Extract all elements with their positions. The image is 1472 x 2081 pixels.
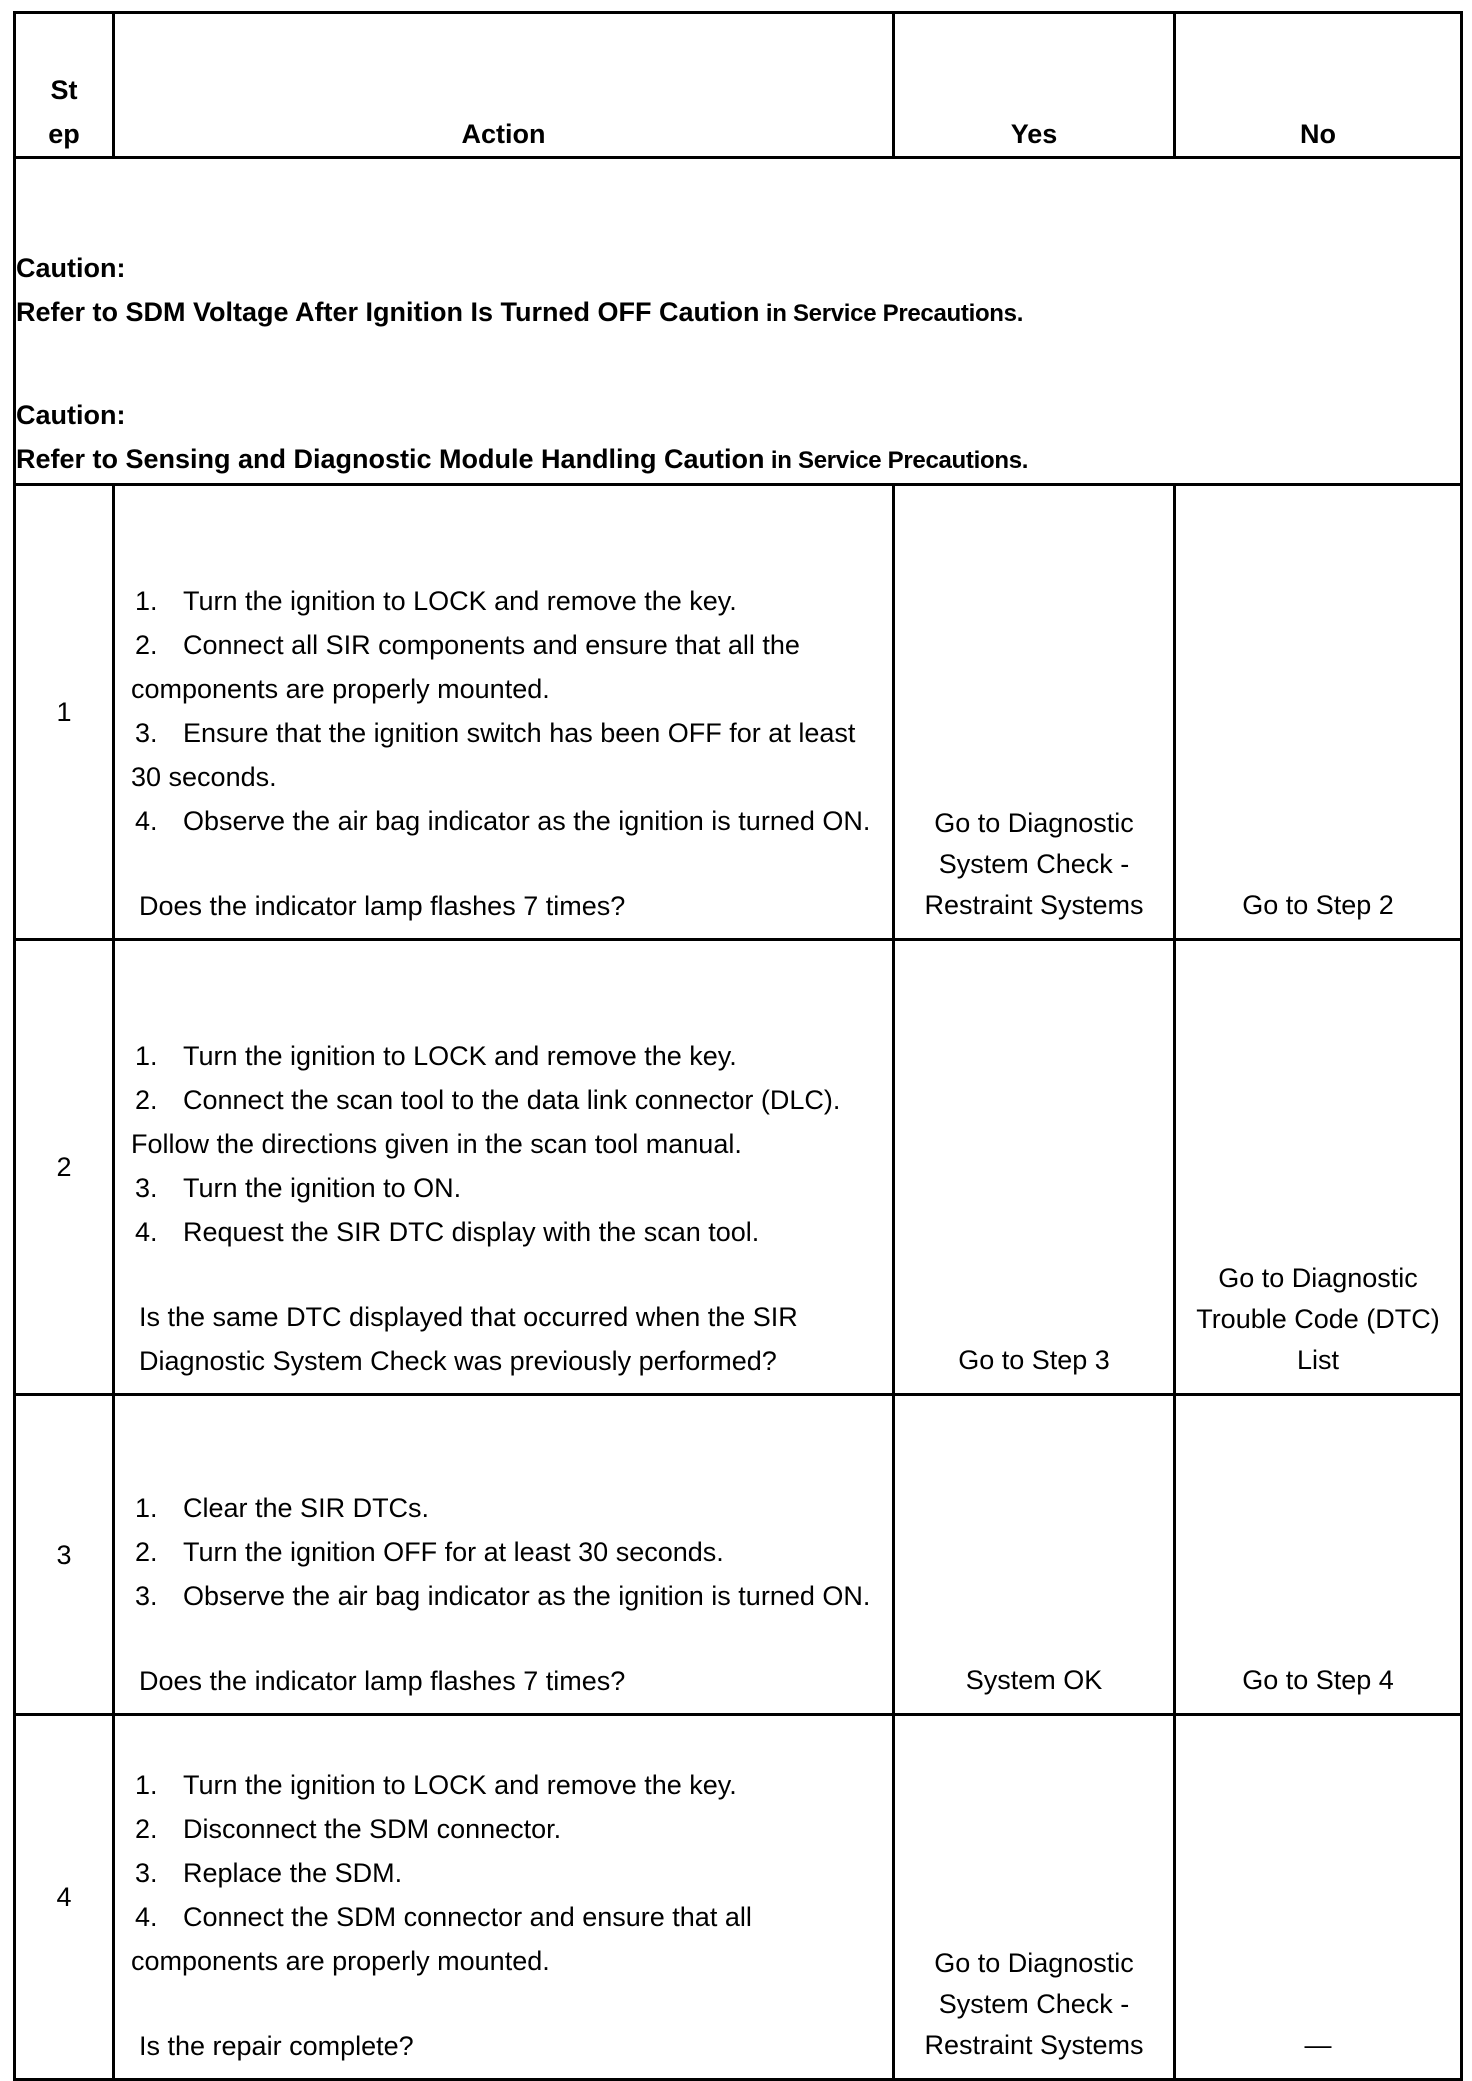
step-number: 3	[15, 1395, 114, 1715]
header-yes: Yes	[894, 13, 1175, 158]
action-item: 1. Clear the SIR DTCs.	[135, 1493, 430, 1523]
yes-result: Go to Diagnostic System Check - Restraint Systems	[894, 485, 1175, 940]
no-result: Go to Diagnostic Trouble Code (DTC) List	[1175, 940, 1462, 1395]
caution-label: Caution:	[16, 400, 126, 430]
action-item: 2. Turn the ignition OFF for at least 30 seconds.	[135, 1537, 724, 1567]
action-question: Does the indicator lamp flashes 7 times?	[139, 1666, 626, 1696]
action-item: 2. Disconnect the SDM connector.	[135, 1814, 562, 1844]
caution-cell	[15, 158, 1462, 485]
step-row	[15, 1395, 1462, 1715]
action-item: 1. Turn the ignition to LOCK and remove the key.	[135, 1041, 737, 1071]
step-number: 2	[15, 940, 114, 1395]
diagnostic-table	[13, 11, 1463, 2081]
action-item: 3. Observe the air bag indicator as the ignition is turned ON.	[135, 1581, 871, 1611]
header-no: No	[1175, 13, 1462, 158]
step-number: 1	[15, 485, 114, 940]
no-result: —	[1175, 1715, 1462, 2080]
step-row	[15, 1715, 1462, 2080]
caution-text: Refer to Sensing and Diagnostic Module Handling Caution in Service Precautions.	[16, 444, 1029, 474]
step-row	[15, 485, 1462, 940]
action-cell	[114, 1395, 894, 1715]
header-row	[15, 13, 1462, 158]
action-cell	[114, 485, 894, 940]
caution-row	[15, 158, 1462, 485]
action-item: 4. Observe the air bag indicator as the ignition is turned ON.	[135, 806, 871, 836]
action-item: 4. Connect the SDM connector and ensure that all components are properly mounted.	[131, 1902, 752, 1976]
yes-result: System OK	[894, 1395, 1175, 1715]
yes-result: Go to Step 3	[894, 940, 1175, 1395]
no-result: Go to Step 4	[1175, 1395, 1462, 1715]
header-step: St ep	[15, 13, 114, 158]
step-number: 4	[15, 1715, 114, 2080]
step-row	[15, 940, 1462, 1395]
action-item: 3. Turn the ignition to ON.	[135, 1173, 462, 1203]
no-result: Go to Step 2	[1175, 485, 1462, 940]
action-item: 1. Turn the ignition to LOCK and remove the key.	[135, 1770, 737, 1800]
action-question: Does the indicator lamp flashes 7 times?	[139, 891, 626, 921]
action-cell	[114, 940, 894, 1395]
caution-label: Caution:	[16, 253, 126, 283]
caution-text: Refer to SDM Voltage After Ignition Is Turned OFF Caution in Service Precautions.	[16, 297, 1024, 327]
yes-result: Go to Diagnostic System Check - Restraint Systems	[894, 1715, 1175, 2080]
action-item: 1. Turn the ignition to LOCK and remove the key.	[135, 586, 737, 616]
action-item: 4. Request the SIR DTC display with the scan tool.	[135, 1217, 760, 1247]
action-question: Is the repair complete?	[139, 2031, 414, 2061]
action-item: 2. Connect all SIR components and ensure that all the components are properly mounted.	[131, 630, 800, 704]
action-item: 2. Connect the scan tool to the data link connector (DLC). Follow the directions given in the scan tool manual.	[131, 1085, 841, 1159]
header-action: Action	[114, 13, 894, 158]
action-cell	[114, 1715, 894, 2080]
action-item: 3. Replace the SDM.	[135, 1858, 403, 1888]
action-question: Is the same DTC displayed that occurred when the SIR Diagnostic System Check was previously performed?	[139, 1302, 798, 1376]
action-item: 3. Ensure that the ignition switch has been OFF for at least 30 seconds.	[131, 718, 856, 792]
